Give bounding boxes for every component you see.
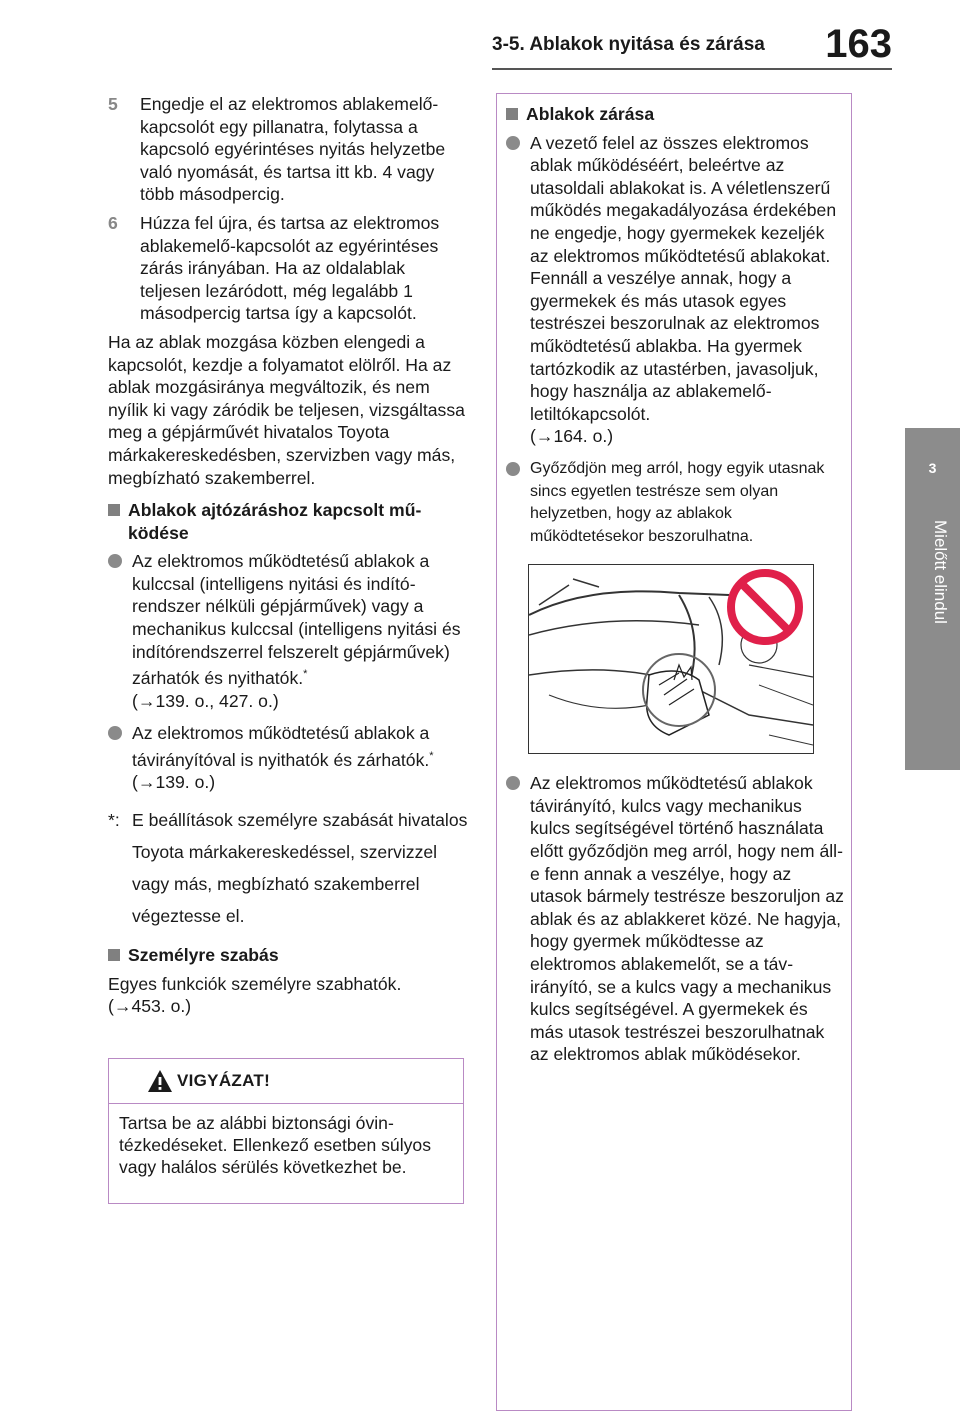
bullet-body-parts [506, 458, 844, 548]
bullet-text: Az elektromos működtetésű ablakok távirányító, kulcs vagy mechanikus kulcs segítségével történő használata előtt győződjön meg arról, hogy nem áll-e fenn annak a veszélye, hogy az utasok bármely testrésze beszoruljon az ablak és az ablakkeret közé. Ne hagyja, hogy gyermek működtesse az elektromos ablakemelőt, se a távirányító, se a kulcs vagy a mechanikus kulcs segítségével. A gyermekek és más utasok testrészei beszorulhatnak az elektromos ablak működésekor. [530, 773, 844, 1065]
page-reference[interactable]: (→139. o.) [132, 772, 216, 793]
bullet-text: Győződjön meg arról, hogy egyik utasnak sincs egyetlen testrésze sem olyan helyzetben, hogy az ablakok működtetésekor beszorulhatna. [530, 459, 825, 545]
step-number: 5 [108, 94, 118, 114]
customization-sentence: Egyes funkciók személyre szabhatók. [108, 973, 402, 994]
section-title: 3-5. Ablakok nyitása és zárása [492, 34, 765, 55]
left-column [108, 93, 468, 1018]
circle-bullet-icon [108, 554, 122, 568]
illustration-hand-caught-in-window [528, 564, 814, 754]
page-reference[interactable]: (→139. o., 427. o.) [132, 690, 279, 711]
step-text: Engedje el az elektromos ablakemelő-kapcsolót egy pillanatra, folytassa a kapcsoló egyérintéses nyitás helyzetbe való nyomását, és tartsa itt kb. 4 vagy több másodpercig. [140, 94, 446, 205]
customization-text [108, 973, 468, 1018]
warning-triangle-icon [147, 1069, 173, 1093]
circle-bullet-icon [506, 776, 520, 790]
square-bullet-icon [108, 504, 120, 516]
square-bullet-icon [506, 108, 518, 120]
page-reference[interactable]: (→164. o.) [530, 426, 614, 447]
bullet-key-operation [108, 550, 468, 712]
warning-label: VIGYÁZAT! [177, 1071, 271, 1090]
page-reference[interactable]: (→453. o.) [108, 996, 192, 1017]
section-heading-closing [506, 103, 844, 126]
warning-text: Tartsa be az alábbi biztonsági óvintézkedéseket. Ellenkező esetben súlyos vagy halálos sérülés következhet be. [119, 1113, 431, 1177]
bullet-driver-responsibility [506, 132, 844, 448]
caution-box-content [506, 99, 844, 1076]
footnote [108, 804, 468, 932]
car-interior-illustration [529, 565, 813, 753]
bullet-remote-operation [108, 722, 468, 794]
footnote-star: * [429, 749, 434, 762]
bullet-text: A vezető felel az összes elektromos ablak működéséért, beleértve az utasoldali ablakokat is. A véletlenszerű működés megakadályozása érdekében ne engedje, hogy gyermekek kezeljék az elektromos működtetésű ablakokat. Fennáll a veszélye annak, hogy a gyermekek és más utasok egyes testrészei beszorulnak az elektromos működtetésű ablakba. Ha gyermek tartózkodik az utastérben, javasoljuk, hogy használja az ablakemelő-letiltókapcsolót. [530, 132, 837, 424]
circle-bullet-icon [108, 726, 122, 740]
right-column [496, 93, 852, 1411]
warning-box [108, 1058, 464, 1204]
circle-bullet-icon [506, 136, 520, 150]
heading-text: Személyre szabás [128, 944, 279, 965]
header-rule [492, 68, 892, 70]
footnote-mark: *: [108, 809, 120, 830]
step-5 [108, 93, 468, 206]
chapter-number-tab: 3 [905, 428, 960, 508]
circle-bullet-icon [506, 462, 520, 476]
heading-text: Ablakok ajtózáráshoz kapcsolt működése [128, 500, 422, 543]
prohibition-icon [731, 573, 799, 641]
instruction-paragraph: Ha az ablak mozgása közben elengedi a kapcsolót, kezdje a folyamatot elölről. Ha az ablak mozgásiránya megváltozik, és nem nyílik ki vagy záródik be teljesen, vizsgáltassa meg a gépjárművét hivatalos Toyota márkakereskedésben, szervizben vagy más, megbízható szakemberrel. [108, 331, 465, 488]
step-number: 6 [108, 212, 118, 233]
section-heading-door-lock [108, 499, 468, 544]
warning-header [109, 1059, 463, 1104]
square-bullet-icon [108, 949, 120, 961]
section-heading-customization [108, 944, 468, 967]
chapter-title: Mielőtt elindul [931, 520, 950, 624]
footnote-star: * [303, 668, 308, 681]
step-text: Húzza fel újra, és tartsa az elektromos ablakemelő-kapcsolót az egyérintéses zárás irányában. Ha az oldalablak teljesen lezáródott, még legalább 1 másodpercig tartsa így a kapcsolót. [140, 212, 440, 324]
page-number: 163 [825, 22, 892, 66]
bullet-text: Az elektromos működtetésű ablakok a távirányítóval is nyithatók és zárhatók. [132, 723, 430, 770]
heading-text: Ablakok zárása [526, 104, 655, 124]
step-6 [108, 212, 468, 325]
bullet-text: Az elektromos működtetésű ablakok a kulccsal (intelligens nyitási és indítórendszer nélküli gépjárművek) vagy a mechanikus kulccsal (intelligens nyitási és indítórendszerrel felszerelt gépjárművek) zárhatók és nyithatók. [132, 551, 461, 689]
footnote-text: E beállítások személyre szabását hivatalos Toyota márkakereskedéssel, szervizzel vagy más, megbízható szakemberrel végeztesse el. [132, 809, 468, 926]
bullet-remote-key-caution [506, 772, 844, 1066]
